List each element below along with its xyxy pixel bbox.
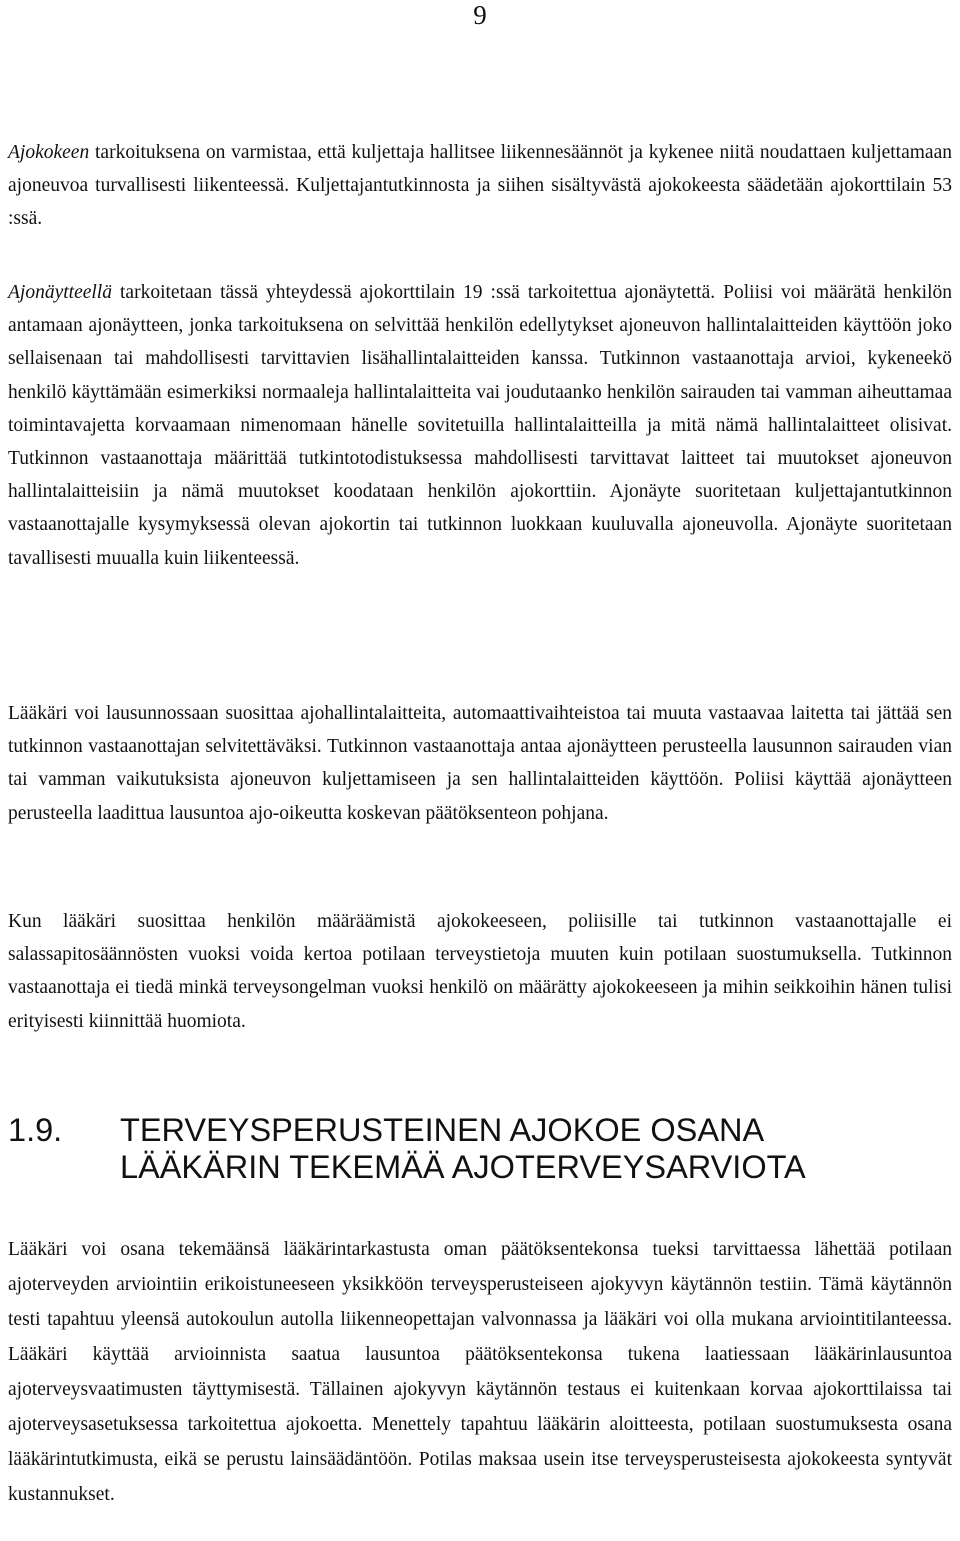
paragraph-text: tarkoituksena on varmistaa, että kuljettaja hallitsee liikennesäännöt ja kykenee niitä noudattaen kuljettamaan ajoneuvoa turvallisesti liikenteessä. Kuljettajantutkinnosta ja siihen sisältyvästä ajokokeesta säädetään ajokorttilain 53 :ssä.: [8, 142, 952, 230]
paragraph-ajokokeeseen-maaraaminen: Kun lääkäri suosittaa henkilön määräämistä ajokokeeseen, poliisille tai tutkinnon vastaanottajalle ei salassapitosäännösten vuoksi voida kertoa potilaan terveystietoja muuten kuin potilaan suostumuksella. Tutkinnon vastaanottaja ei tiedä minkä terveysongelman vuoksi henkilö on määrätty ajokokeeseen ja mihin seikkoihin hänen tulisi erityisesti kiinnittää huomiota.: [8, 911, 952, 1032]
section-number: 1.9.: [8, 1112, 63, 1148]
term-ajokoe: Ajokokeen: [8, 142, 90, 163]
paragraph-kaytannon-testi: Lääkäri voi osana tekemäänsä lääkärintarkastusta oman päätöksentekonsa tueksi tarvittaessa lähettää potilaan ajoterveyden arviointiin erikoistuneeseen yksikköön terveysperusteiseen ajokyvyn käytännön testiin. Tämä käytännön testi tapahtuu yleensä autokoulun autolla liikenneopettajan valvonnassa ja lääkäri voi olla mukana arviointitilanteessa. Lääkäri käyttää arvioinnista saatua lausuntoa päätöksentekonsa tukena laatiessaan lääkärinlausuntoa ajoterveysvaatimusten täyttymisestä. Tällainen ajokyvyn käytännön testaus ei kuitenkaan korvaa ajokorttilaissa tai ajoterveysasetuksessa tarkoitettua ajokoetta. Menettely tapahtuu lääkärin aloitteesta, potilaan suostumuksesta osana lääkärintutkimusta, eikä se perustu lainsäädäntöön. Potilas maksaa usein itse terveysperusteisesta ajokokeesta syntyvät kustannukset.: [8, 1239, 952, 1505]
section-heading: [8, 1112, 952, 1186]
term-ajonayte: Ajonäytteellä: [8, 282, 112, 303]
paragraph-text: tarkoitetaan tässä yhteydessä ajokorttilain 19 :ssä tarkoitettua ajonäytettä. Poliisi voi määrätä henkilön antamaan ajonäytteen, jonka tarkoituksena on selvittää henkilön edellytykset ajoneuvon hallintalaitteiden käyttöön joko sellaisenaan tai mahdollisesti tarvittavien lisähallintalaitteiden kanssa. Tutkinnon vastaanottaja arvioi, kykeneekö henkilö käyttämään esimerkiksi normaaleja hallintalaitteita vai joudutaanko henkilön sairauden tai vamman aiheuttamaa toimintavajetta korvaamaan nimenomaan hänelle sovitetuilla hallintalaitteilla ja mitä nämä hallintalaitteet olisivat. Tutkinnon vastaanottaja määrittää tutkintotodistuksessa mahdollisesti tarvittavat laitteet tai muutokset ajoneuvon hallintalaitteisiin ja nämä muutokset koodataan henkilön ajokorttiin. Ajonäyte suoritetaan kuljettajantutkinnon vastaanottajalle kysymyksessä olevan ajokortin tai tutkinnon luokkaan kuuluvalla ajoneuvolla. Ajonäyte suoritetaan tavallisesti muualla kuin liikenteessä.: [8, 282, 952, 569]
paragraph-ajonayte: [8, 276, 952, 575]
paragraph-laakari-lausunto: Lääkäri voi lausunnossaan suosittaa ajohallintalaitteita, automaattivaihteistoa tai muuta vastaavaa laitetta tai jättää sen tutkinnon vastaanottajan selvitettäväksi. Tutkinnon vastaanottaja antaa ajonäytteen perusteella lausunnon sairauden vian tai vamman vaikutuksista ajoneuvon kuljettamiseen ja sen hallintalaitteiden käyttöön. Poliisi käyttää ajonäytteen perusteella laadittua lausuntoa ajo-oikeutta koskevan päätöksenteon pohjana.: [8, 703, 952, 824]
section-title-line-2: LÄÄKÄRIN TEKEMÄÄ AJOTERVEYSARVIOTA: [120, 1149, 806, 1185]
page-number: 9: [473, 0, 487, 30]
section-title-line-1: TERVEYSPERUSTEINEN AJOKOE OSANA: [120, 1112, 765, 1148]
paragraph-ajokoe: [8, 136, 952, 236]
